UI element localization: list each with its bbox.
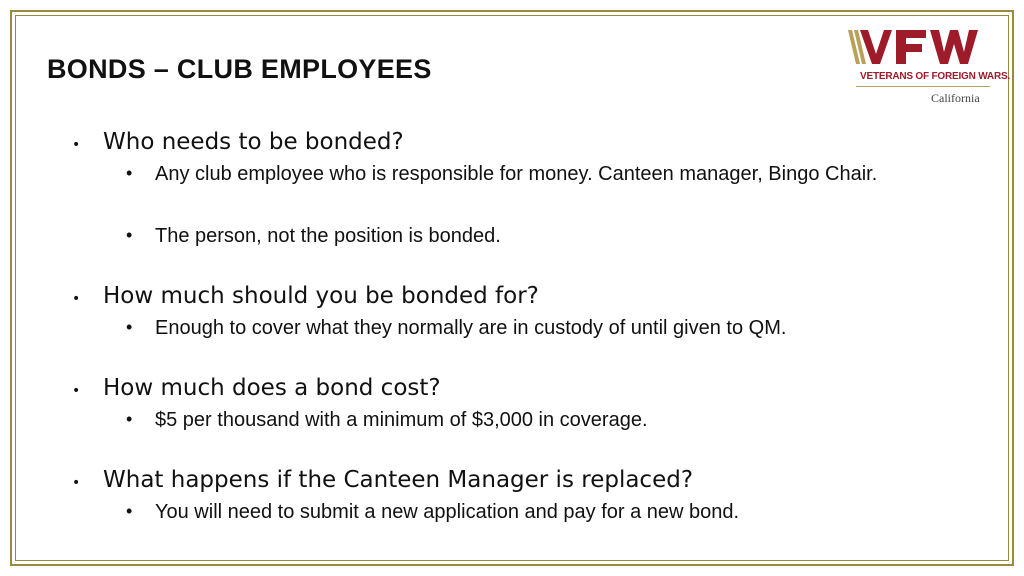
bullet-level2: • [126, 225, 133, 245]
slide-title: BONDS – CLUB EMPLOYEES [47, 54, 432, 84]
bullet-level2: • [126, 317, 133, 337]
bullet-level1: • [72, 475, 81, 491]
question-4: What happens if the Canteen Manager is replaced? [103, 467, 694, 493]
answer-3-1: $5 per thousand with a minimum of $3,000 in coverage. [155, 409, 648, 431]
answer-1-2: The person, not the position is bonded. [155, 225, 501, 247]
logo-divider [856, 86, 990, 87]
bullet-level2: • [126, 409, 133, 429]
question-1: Who needs to be bonded? [103, 129, 404, 155]
question-2: How much should you be bonded for? [103, 283, 539, 309]
bullet-level2: • [126, 501, 133, 521]
vfw-wordmark-graphic [846, 28, 996, 70]
vfw-logo [846, 28, 1011, 110]
answer-4-1: You will need to submit a new application and pay for a new bond. [155, 501, 740, 523]
logo-state: California [931, 91, 980, 105]
bullet-level2: • [126, 163, 133, 183]
bullet-level1: • [72, 291, 81, 307]
question-3: How much does a bond cost? [103, 375, 441, 401]
answer-1-1: Any club employee who is responsible for money. Canteen manager, Bingo Chair. [155, 163, 878, 185]
answer-2-1: Enough to cover what they normally are in custody of until given to QM. [155, 317, 787, 339]
logo-subtitle: VETERANS OF FOREIGN WARS. [860, 71, 1011, 82]
bullet-level1: • [72, 137, 81, 153]
bullet-level1: • [72, 383, 81, 399]
